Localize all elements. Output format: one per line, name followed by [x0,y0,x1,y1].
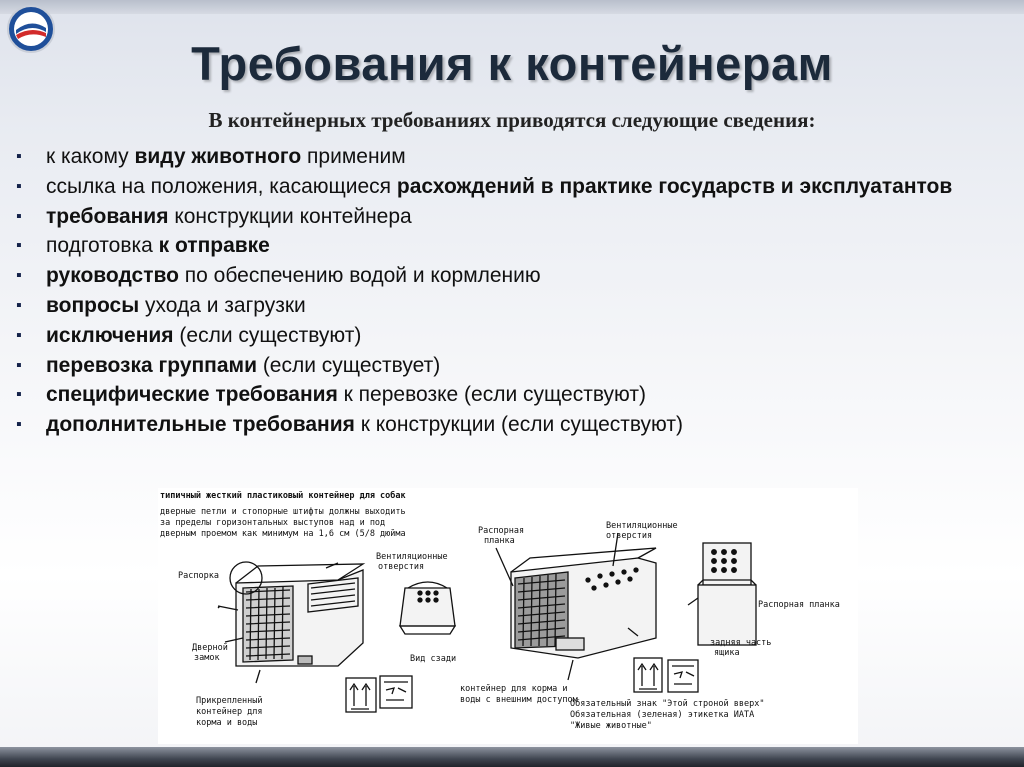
label-vent-2: отверстия [378,562,425,572]
label-attached-3: корма и воды [196,718,258,728]
label-rear-view: Вид сзади [410,654,457,664]
requirement-text: (если существует) [256,353,441,377]
label-feed-2: воды с внешним доступом [460,695,578,705]
requirement-emphasis: исключения [46,323,174,347]
top-band [0,0,1024,14]
requirement-emphasis: специфические требования [46,383,338,407]
bullet-icon: ▪ [16,326,22,344]
requirement-item [14,231,1014,261]
requirement-emphasis: требования [46,204,169,228]
container-diagram [158,488,858,744]
requirement-text: (если существуют) [173,323,362,347]
label-sign-1: Обязательный знак "Этой строной вверх" [570,699,765,709]
label-door-lock-1: Дверной [192,643,228,653]
bullet-icon: ▪ [16,207,22,225]
requirement-item [14,410,1014,440]
requirement-item [14,261,1014,291]
requirement-text: к конструкции (если существуют) [354,413,683,437]
requirements-list [14,142,1014,440]
label-vent2-1: Вентиляционные [606,521,678,531]
requirement-item [14,202,1014,232]
label-attached-2: контейнер для [196,707,263,717]
requirement-item [14,351,1014,381]
figure-caption: типичный жесткий пластиковый контейнер для собак [160,491,406,501]
requirement-text: по обеспечению водой и кормлению [178,264,541,288]
requirement-emphasis: вопросы [46,293,140,317]
figure-note-1: дверные петли и стопорные штифты должны выходить [160,507,406,517]
requirement-text: конструкции контейнера [168,204,412,228]
requirement-text: ссылка на положения, касающиеся [46,174,397,198]
requirement-emphasis: руководство [46,264,179,288]
label-door-lock-2: замок [194,653,220,663]
bullet-icon: ▪ [16,296,22,314]
bullet-icon: ▪ [16,177,22,195]
requirement-text: к какому [46,145,135,168]
requirement-item [14,142,1014,172]
requirement-emphasis: перевозка группами [46,353,257,377]
requirement-text: применим [301,145,406,168]
label-raspork: Распорка [178,571,219,581]
requirement-emphasis: дополнительные требования [46,413,355,437]
requirement-text: ухода и загрузки [139,293,306,317]
requirement-text: подготовка [46,234,159,258]
label-spacer-1: Распорная [478,526,525,536]
figure-note-3: дверным проемом как минимум на 1,6 см (5/8 дюйма [160,529,406,539]
label-sign-2: Обязательная (зеленая) этикетка ИАТА [570,710,755,720]
requirement-item [14,172,1014,202]
bullet-icon: ▪ [16,237,22,255]
label-vent-1: Вентиляционные [376,552,448,562]
bullet-icon: ▪ [16,356,22,374]
bullet-icon: ▪ [16,148,22,165]
label-back-1: задняя часть [710,638,772,648]
label-feed-1: контейнер для корма и [460,684,568,694]
page-title: Требования к контейнерам [191,37,833,90]
requirement-item [14,321,1014,351]
figure-note-2: за пределы горизонтальных выступов над и под [160,518,386,528]
bullet-icon: ▪ [16,267,22,285]
label-spacer-right: Распорная планка [758,600,840,610]
bullet-icon: ▪ [16,386,22,404]
requirement-emphasis: к отправке [158,234,270,258]
requirement-emphasis: расхождений в практике государств и эксплуатантов [396,174,953,198]
requirement-text: к перевозке (если существуют) [337,383,646,407]
requirement-emphasis: виду животного [134,145,302,168]
requirement-item [14,380,1014,410]
label-back-2: ящика [714,648,740,658]
label-spacer-2: планка [484,536,515,546]
label-attached-1: Прикрепленный [196,696,263,706]
subtitle: В контейнерных требованиях приводятся следующие сведения: [208,108,816,132]
requirement-item [14,291,1014,321]
bullet-icon: ▪ [16,416,22,434]
label-sign-3: "Живые животные" [570,721,652,731]
bottom-band [0,747,1024,767]
label-vent2-2: отверстия [606,531,653,541]
